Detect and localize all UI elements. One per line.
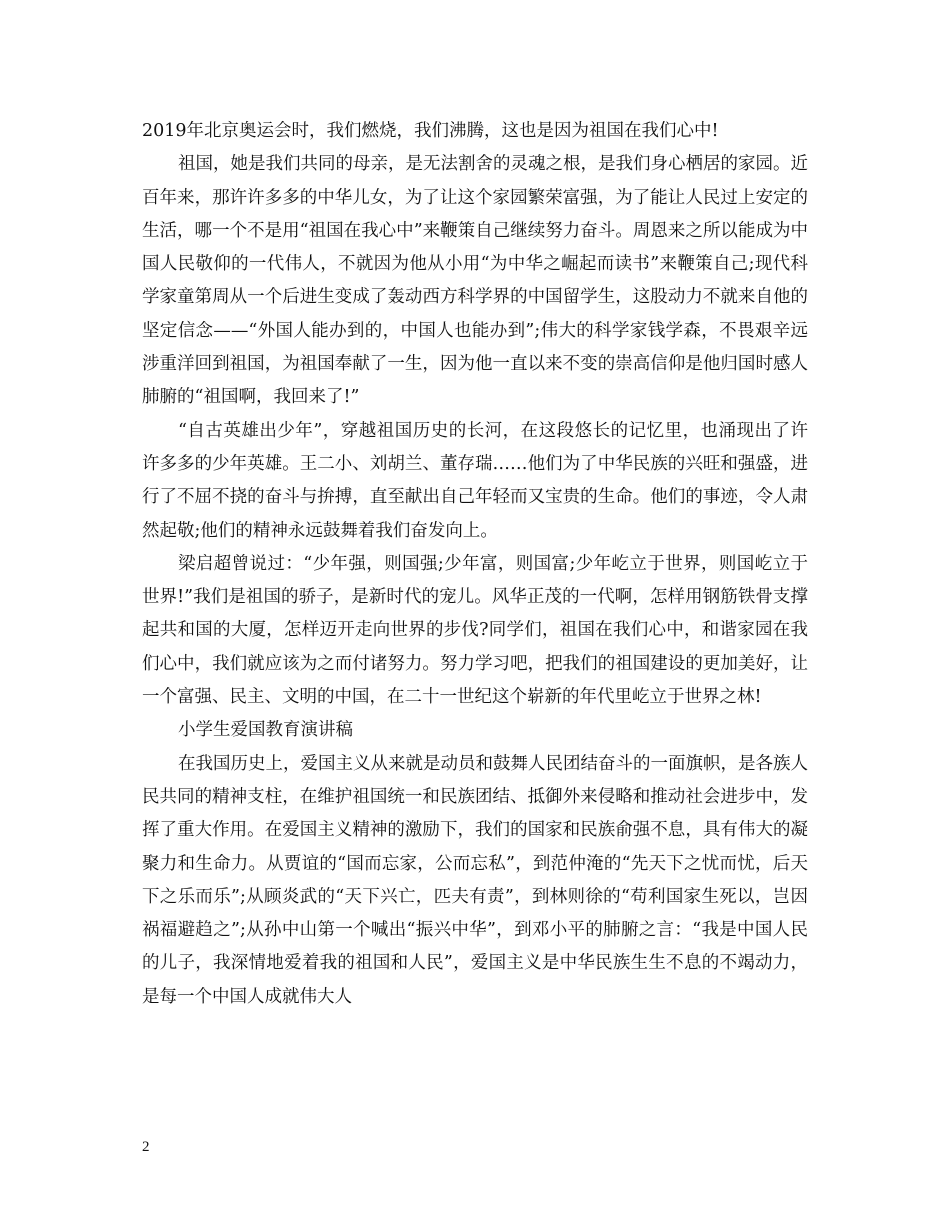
paragraph-3: “自古英雄出少年”，穿越祖国历史的长河，在这段悠长的记忆里，也涌现出了许许多多的少年英雄。王二小、刘胡兰、董存瑞……他们为了中华民族的兴旺和强盛，进行了不屈不挠的奋斗与拚搏，直至献出自己年轻而又宝贵的生命。他们的事迹，令人肃然起敬;他们的精神永远鼓舞着我们奋发向上。 (142, 420, 808, 541)
paragraph-2: 祖国，她是我们共同的母亲，是无法割舍的灵魂之根，是我们身心栖居的家园。近百年来，那许许多多的中华儿女，为了让这个家园繁荣富强，为了能让人民过上安定的生活，哪一个不是用“祖国在我心中”来鞭策自己继续努力奋斗。周恩来之所以能成为中国人民敬仰的一代伟人，不就因为他从小用“为中华之崛起而读书”来鞭策自己;现代科学家童第周从一个后进生变成了轰动西方科学界的中国留学生，这股动力不就来自他的坚定信念——“外国人能办到的，中国人也能办到”;伟大的科学家钱学森，不畏艰辛远涉重洋回到祖国，为祖国奉献了一生，因为他一直以来不变的崇高信仰是他归国时感人肺腑的“祖国啊，我回来了!” (142, 154, 808, 408)
paragraph-1: 2019年北京奥运会时，我们燃烧，我们沸腾，这也是因为祖国在我们心中! (142, 121, 719, 141)
paragraph-4: 梁启超曾说过：“少年强，则国强;少年富，则国富;少年屹立于世界，则国屹立于世界!”我们是祖国的骄子，是新时代的宠儿。风华正茂的一代啊，怎样用钢筋铁骨支撑起共和国的大厦，怎样迈开走向世界的步伐?同学们，祖国在我们心中，和谐家园在我们心中，我们就应该为之而付诸努力。努力学习吧，把我们的祖国建设的更加美好，让一个富强、民主、文明的中国，在二十一世纪这个崭新的年代里屹立于世界之林! (142, 553, 808, 708)
paragraph-5: 在我国历史上，爱国主义从来就是动员和鼓舞人民团结奋斗的一面旗帜，是各族人民共同的精神支柱，在维护祖国统一和民族团结、抵御外来侵略和推动社会进步中，发挥了重大作用。在爱国主义精神的激励下，我们的国家和民族俞强不息，具有伟大的凝聚力和生命力。从贾谊的“国而忘家，公而忘私”，到范仲淹的“先天下之忧而忧，后天下之乐而乐”;从顾炎武的“天下兴亡，匹夫有责”，到林则徐的“苟利国家生死以，岂因祸福避趋之”;从孙中山第一个喊出“振兴中华”，到邓小平的肺腑之言：“我是中国人民的儿子，我深情地爱着我的祖国和人民”，爱国主义是中华民族生生不息的不竭动力，是每一个中国人成就伟大人 (142, 753, 808, 1007)
section-heading: 小学生爱国教育演讲稿 (178, 720, 353, 741)
page-number: 2 (142, 1139, 150, 1155)
body-text (142, 115, 808, 1014)
